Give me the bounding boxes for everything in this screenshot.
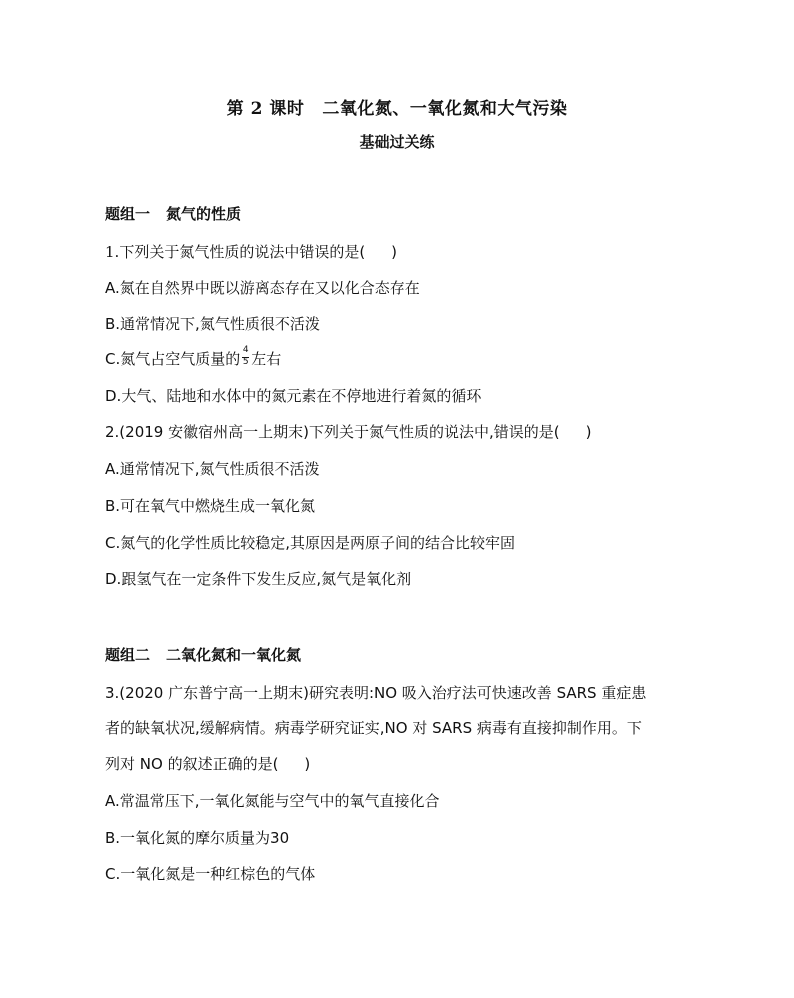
group-name: 氮气的性质 [166, 205, 242, 223]
question-text: 下列关于氮气性质的说法中错误的是( [119, 243, 366, 261]
question-paren-close: ) [391, 243, 398, 261]
question-number: 1. [105, 243, 120, 261]
fraction-numerator: 4 [242, 344, 249, 355]
question-3-option-c: C.一氧化氮是一种红棕色的气体 [105, 865, 316, 883]
question-3-stem-line-1: 3.(2020 广东普宁高一上期末)研究表明:NO 吸入治疗法可快速改善 SARS 重症患 [105, 684, 647, 702]
question-2-option-b: B.可在氧气中燃烧生成一氧化氮 [105, 497, 316, 515]
question-3-stem-line-2: 者的缺氧状况,缓解病情。病毒学研究证实,NO 对 SARS 病毒有直接抑制作用。下 [105, 719, 642, 737]
question-1-stem [105, 241, 397, 262]
question-text: 2.(2019 安徽宿州高一上期末)下列关于氮气性质的说法中,错误的是( [105, 423, 560, 441]
page-subtitle: 基础过关练 [359, 133, 435, 151]
question-text: 列对 NO 的叙述正确的是( [105, 755, 279, 773]
group-name: 二氧化氮和一氧化氮 [166, 646, 302, 664]
question-3-option-b: B.一氧化氮的摩尔质量为30 [105, 829, 290, 847]
question-1-option-b: B.通常情况下,氮气性质很不活泼 [105, 315, 320, 333]
fraction [241, 344, 250, 368]
question-2-option-d: D.跟氢气在一定条件下发生反应,氮气是氧化剂 [105, 570, 412, 588]
group-heading-2 [105, 644, 301, 665]
question-1-option-a: A.氮在自然界中既以游离态存在又以化合态存在 [105, 279, 420, 297]
lesson-title: 二氧化氮、一氧化氮和大气污染 [322, 99, 568, 119]
page-title [0, 94, 794, 119]
question-paren-close: ) [304, 755, 311, 773]
group-label: 题组二 [105, 646, 151, 664]
question-1-option-c [105, 344, 282, 369]
question-2-option-c: C.氮气的化学性质比较稳定,其原因是两原子间的结合比较牢固 [105, 534, 516, 552]
fraction-denominator: 5 [242, 356, 249, 367]
option-c-text-before: C.氮气占空气质量的 [105, 350, 241, 368]
question-1-option-d: D.大气、陆地和水体中的氮元素在不停地进行着氮的循环 [105, 387, 482, 405]
group-label: 题组一 [105, 205, 151, 223]
lesson-number: 第 2 课时 [226, 99, 305, 119]
question-3-stem-line-3 [105, 753, 310, 774]
question-2-option-a: A.通常情况下,氮气性质很不活泼 [105, 460, 320, 478]
option-c-text-after: 左右 [251, 350, 282, 368]
question-paren-close: ) [585, 423, 592, 441]
question-2-stem [105, 421, 591, 442]
group-heading-1 [105, 203, 241, 224]
question-3-option-a: A.常温常压下,一氧化氮能与空气中的氧气直接化合 [105, 792, 440, 810]
